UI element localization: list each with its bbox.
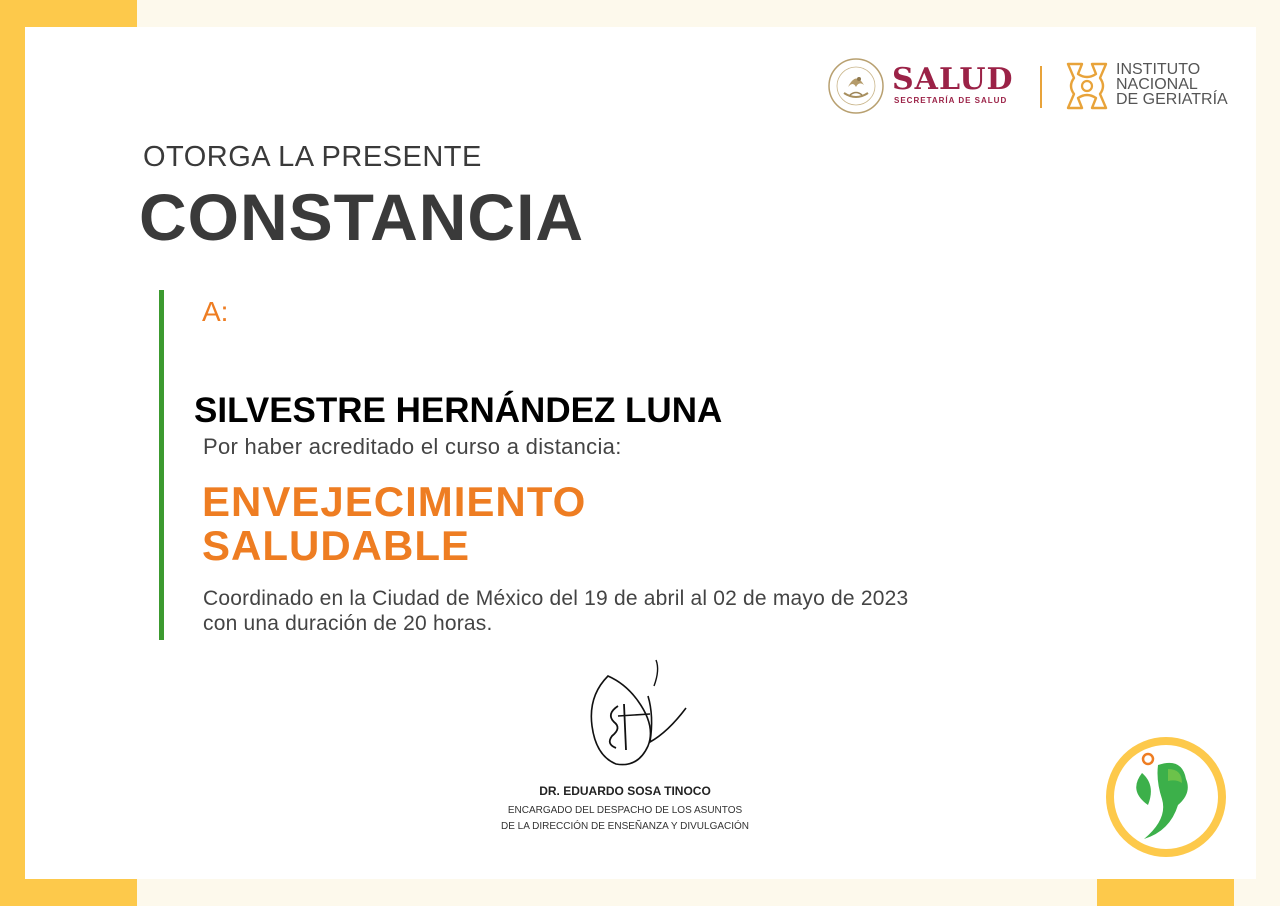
certificate-intro: OTORGA LA PRESENTE: [143, 141, 482, 173]
salud-logo-title: SALUD: [892, 62, 1014, 97]
mexico-emblem-icon: [826, 57, 886, 115]
course-title: ENVEJECIMIENTO SALUDABLE: [202, 478, 587, 569]
accent-vertical-line: [159, 290, 164, 640]
recipient-label: A:: [202, 296, 229, 327]
recipient-name: SILVESTRE HERNÁNDEZ LUNA: [194, 391, 723, 430]
logo-divider: [1040, 66, 1042, 108]
geriatrics-institute-icon: [1062, 60, 1112, 112]
signer-name: DR. EDUARDO SOSA TINOCO: [539, 784, 711, 798]
healthy-aging-logo-icon: [1098, 735, 1234, 859]
course-details: Coordinado en la Ciudad de México del 19 de abril al 02 de mayo de 2023 con una duración de 20 horas.: [203, 587, 909, 635]
certificate-title: CONSTANCIA: [139, 180, 585, 254]
signature-image: [578, 656, 698, 774]
salud-logo-subtitle: SECRETARÍA DE SALUD: [894, 96, 1008, 105]
reason-text: Por haber acreditado el curso a distancia:: [203, 434, 622, 459]
institute-name: INSTITUTO NACIONAL DE GERIATRÍA: [1116, 61, 1228, 108]
signer-role: ENCARGADO DEL DESPACHO DE LOS ASUNTOS DE LA DIRECCIÓN DE ENSEÑANZA Y DIVULGACIÓN: [500, 805, 750, 832]
